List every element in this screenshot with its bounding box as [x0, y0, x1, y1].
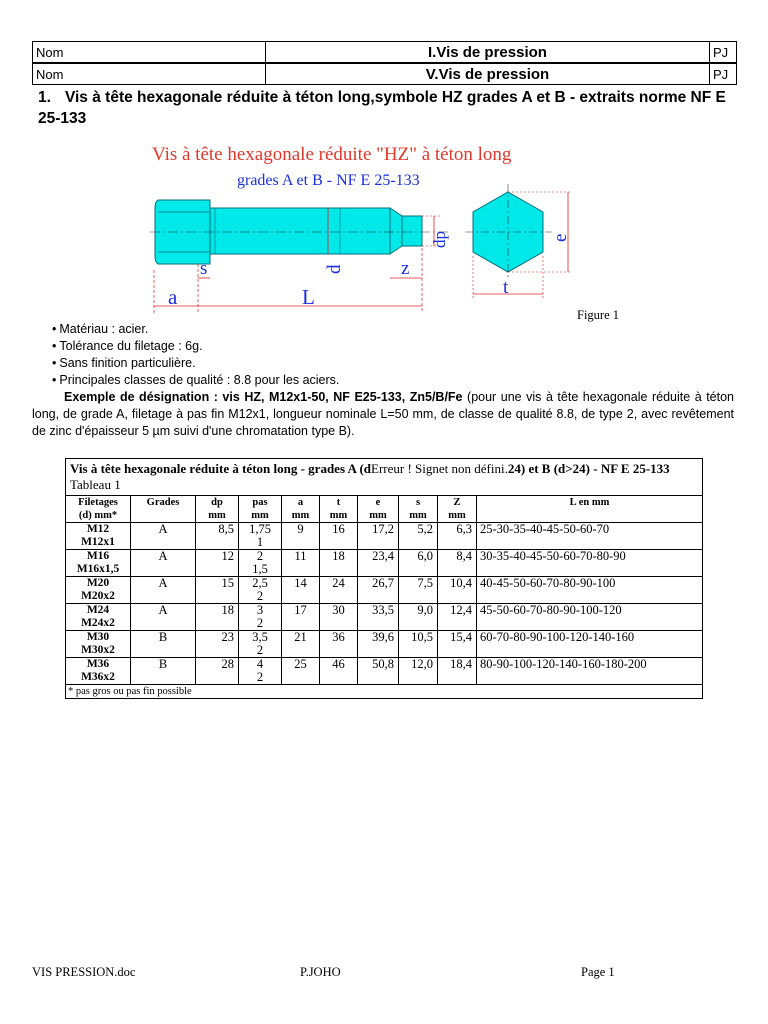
label-a: a: [168, 285, 178, 309]
label-L: L: [302, 285, 315, 309]
dimensions-table: [65, 458, 703, 699]
label-e: e: [550, 233, 571, 242]
header-pj-label: PJ: [710, 42, 737, 63]
header-pj-label: PJ: [710, 64, 737, 85]
example-text: (pour une vis à tête hexagonale réduite à téton long, de grade A, filetage à pas fin M12x1, longueur nominale L=50 mm, de classe de qualité 8.8, de type 2, avec revêtement de zinc d'épaisseur 5 µm suivi d'une chromatation type B).: [32, 390, 734, 438]
footer-page-number: Page 1: [581, 965, 615, 979]
table-row: M12 M12x1 A 8,5 1,75 1 9 16 17,2 5,2 6,3 25-30-35-40-45-50-60-70: [66, 523, 703, 550]
label-d: d: [324, 264, 345, 274]
table-row: M30 M30x2 B 23 3,5 2 21 36 39,6 10,5 15,4 60-70-80-90-100-120-140-160: [66, 631, 703, 658]
table-footnote: * pas gros ou pas fin possible: [66, 685, 703, 699]
header-box-2: [32, 63, 737, 85]
label-s: s: [200, 258, 208, 279]
list-item: • Matériau : acier.: [52, 321, 339, 338]
label-t: t: [503, 277, 509, 298]
properties-list: [52, 321, 339, 389]
figure-title: Vis à tête hexagonale réduite "HZ" à téton long: [152, 144, 512, 165]
example-label: Exemple de désignation : vis HZ, M12x1-50, NF E25-133, Zn5/B/Fe: [64, 390, 463, 404]
screw-side-view: [150, 200, 450, 313]
list-item: • Tolérance du filetage : 6g.: [52, 338, 339, 355]
table-row: M20 M20x2 A 15 2,5 2 14 24 26,7 7,5 10,4 40-45-50-60-70-80-90-100: [66, 577, 703, 604]
table-row: M16 M16x1,5 A 12 2 1,5 11 18 23,4 6,0 8,4 30-35-40-45-50-60-70-80-90: [66, 550, 703, 577]
section-number: 1.: [38, 89, 51, 106]
section-title: Vis à tête hexagonale réduite à téton long,symbole HZ grades A et B - extraits norme NF E 25-133: [38, 89, 726, 127]
label-dp: dp: [430, 231, 449, 248]
header-box-1: [32, 41, 737, 63]
table-caption: Vis à tête hexagonale réduite à téton long - grades A (dErreur ! Signet non défini.24) et B (d>24) - NF E 25-133 Tableau 1: [66, 459, 703, 496]
section-heading: [38, 87, 738, 129]
list-item: • Sans finition particulière.: [52, 355, 339, 372]
header-title: I.Vis de pression: [266, 42, 710, 63]
figure-caption: Figure 1: [577, 308, 620, 322]
header-title: V.Vis de pression: [266, 64, 710, 85]
label-z: z: [401, 258, 410, 279]
footer-filename: VIS PRESSION.doc: [32, 965, 136, 979]
table-row: M24 M24x2 A 18 3 2 17 30 33,5 9,0 12,4 45-50-60-70-80-90-100-120: [66, 604, 703, 631]
header-nom-label: Nom: [33, 64, 266, 85]
table-header-row: Filetages (d) mm* Grades dp mm pas mm a mm t mm e mm s mm Z mm L en mm: [66, 496, 703, 523]
header-nom-label: Nom: [33, 42, 266, 63]
figure-subtitle: grades A et B - NF E 25-133: [237, 172, 420, 189]
table-row: M36 M36x2 B 28 4 2 25 46 50,8 12,0 18,4 80-90-100-120-140-160-180-200: [66, 658, 703, 685]
designation-example: [32, 389, 734, 440]
screw-drawing: [140, 138, 600, 318]
footer-author: P.JOHO: [300, 965, 341, 979]
list-item: • Principales classes de qualité : 8.8 pour les aciers.: [52, 372, 339, 389]
